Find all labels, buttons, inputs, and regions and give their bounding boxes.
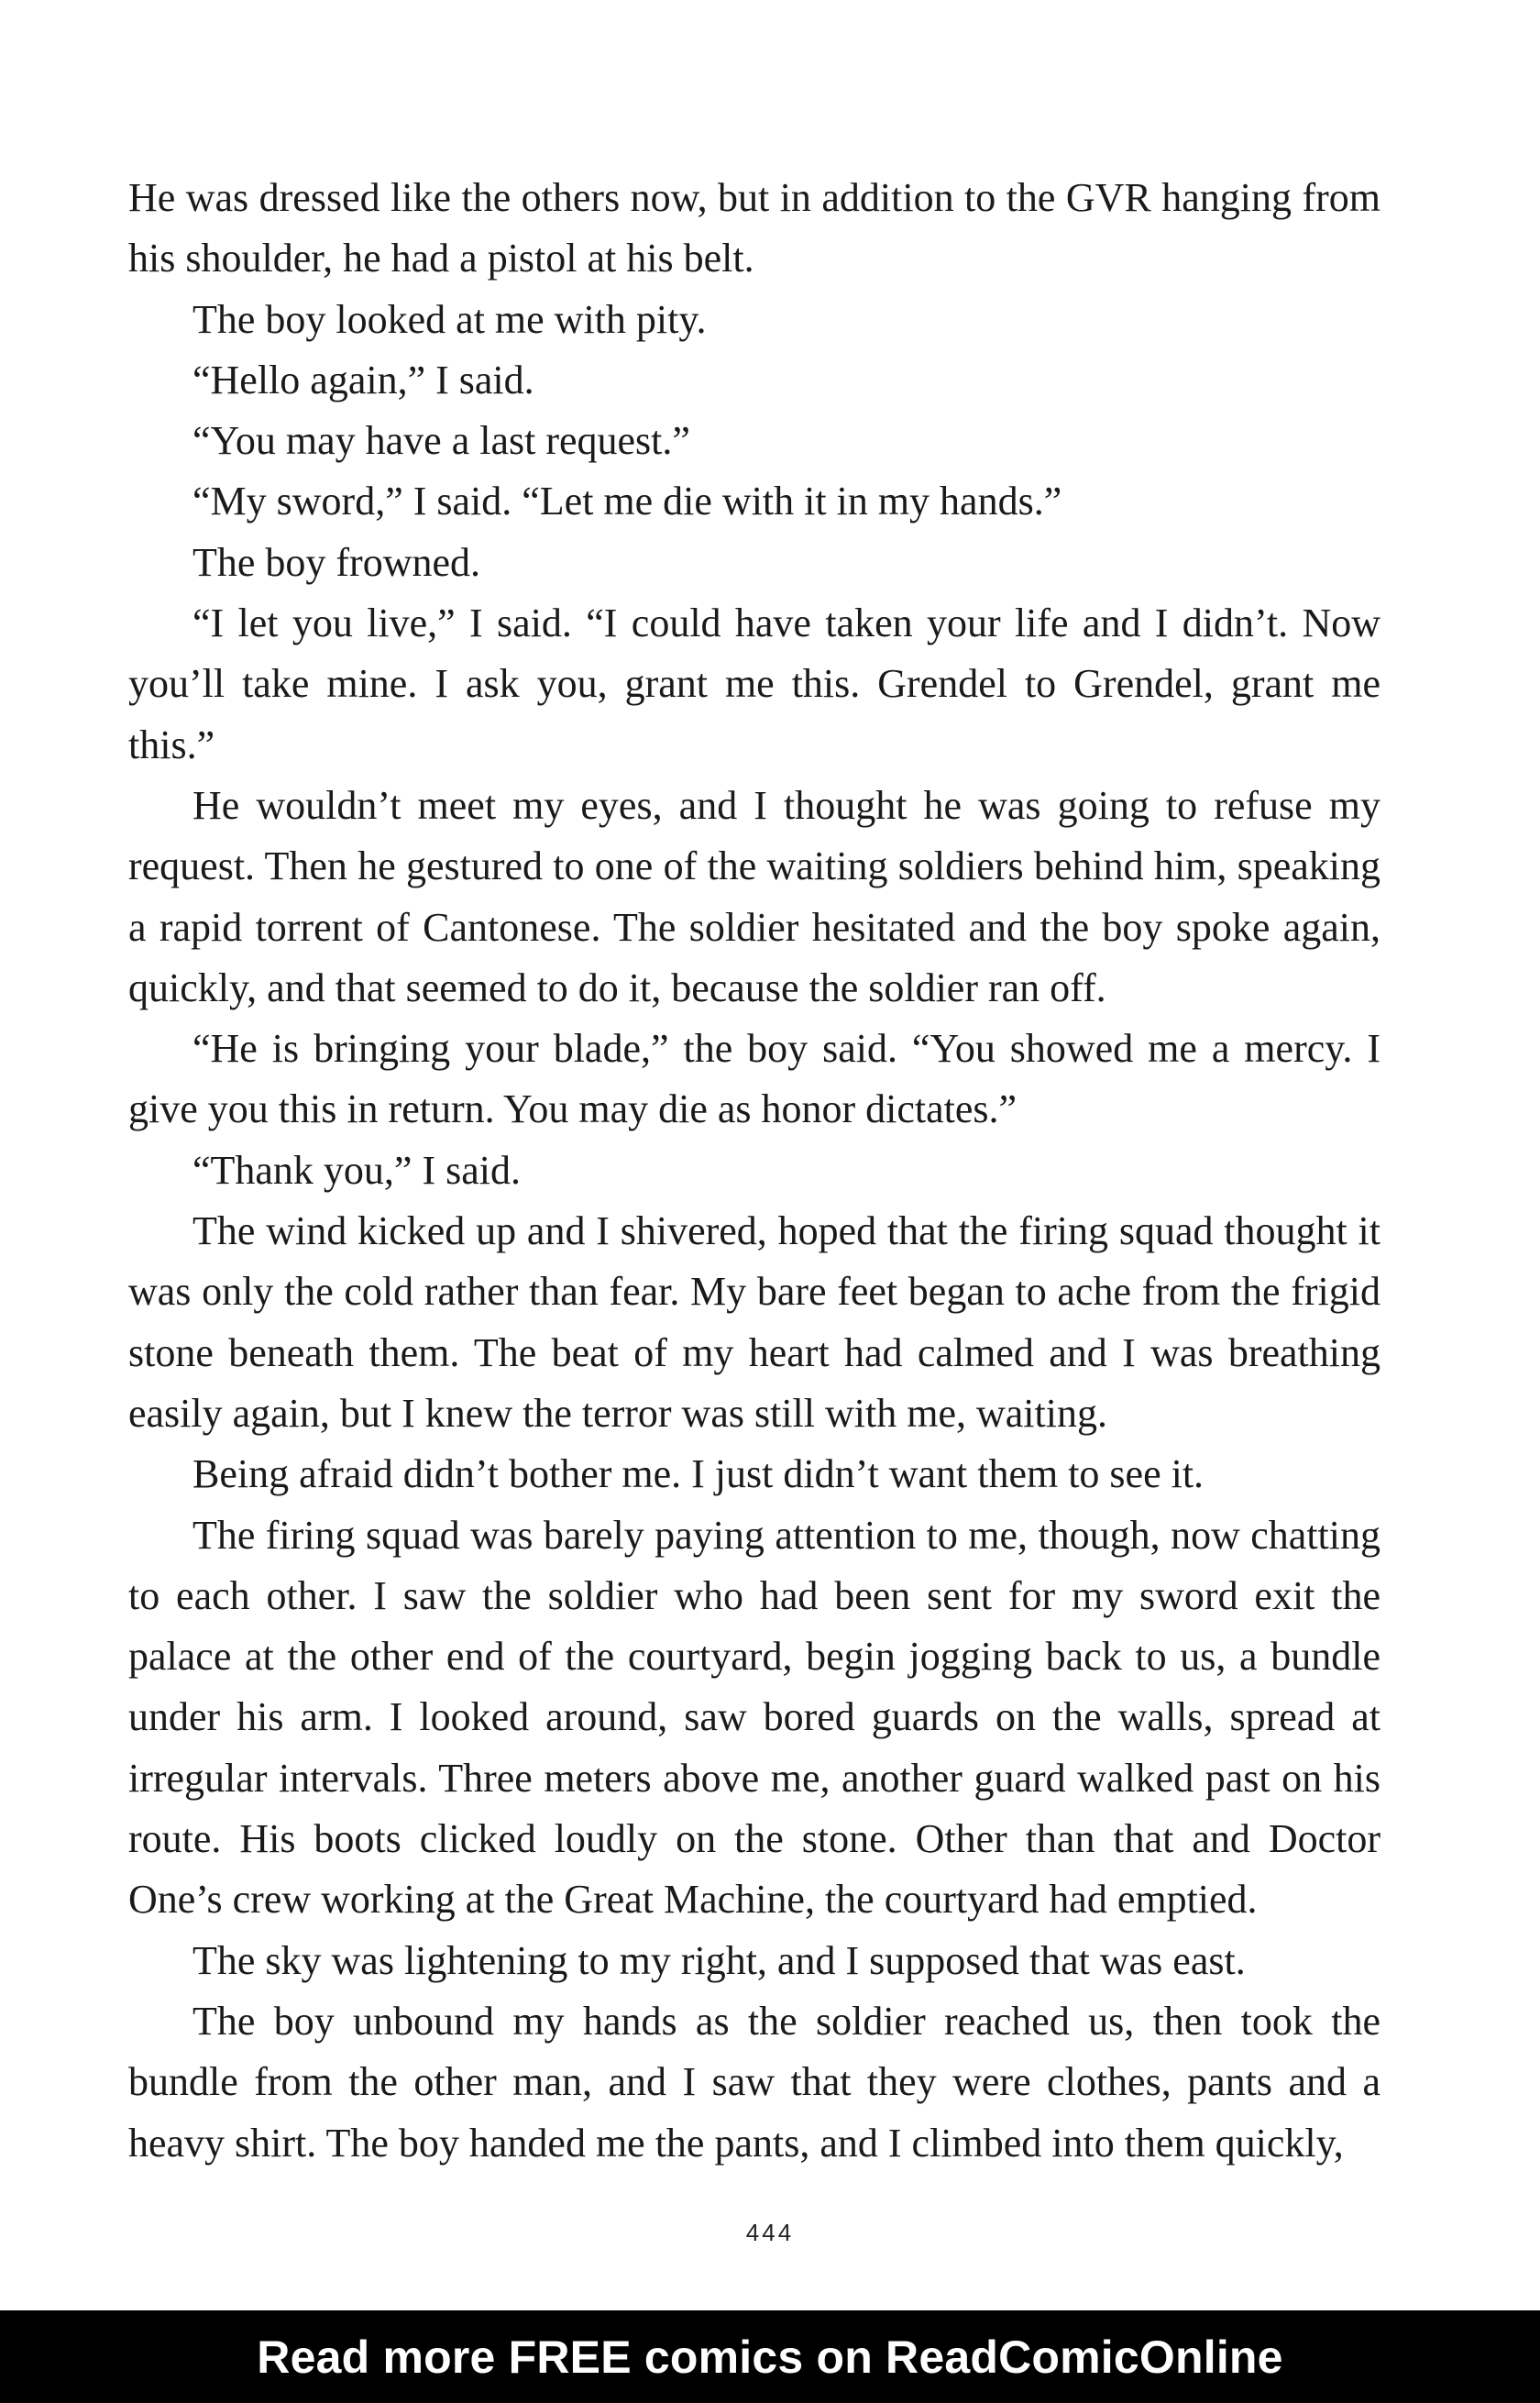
paragraph: He wouldn’t meet my eyes, and I thought he was going to refuse my request. Then he gestured to one of the waiting soldiers behind him, speaking a rapid torrent of Cantonese. The soldier hesitated and the boy spoke again, quickly, and that seemed to do it, because the soldier ran off. (128, 782, 1380, 1010)
paragraph: Being afraid didn’t bother me. I just didn’t want them to see it. (192, 1451, 1204, 1497)
paragraph: The boy unbound my hands as the soldier reached us, then took the bundle from the other man, and I saw that they were clothes, pants and a heavy shirt. The boy handed me the pants, and I climbed into them quickly, (128, 1998, 1380, 2166)
promo-banner-link[interactable]: Read more FREE comics on ReadComicOnline (257, 2331, 1283, 2383)
paragraph: The wind kicked up and I shivered, hoped that the firing squad thought it was only the cold rather than fear. My bare feet began to ache from the frigid stone beneath them. The beat of my heart had calmed and I was breathing easily again, but I knew the terror was still with me, waiting. (128, 1208, 1380, 1436)
paragraph: “I let you live,” I said. “I could have taken your life and I didn’t. Now you’ll take mine. I ask you, grant me this. Grendel to Grendel, grant me this.” (128, 601, 1380, 767)
paragraph: The boy frowned. (192, 539, 481, 585)
paragraph: The boy looked at me with pity. (192, 296, 707, 342)
promo-banner[interactable] (0, 2310, 1540, 2403)
paragraph: “Thank you,” I said. (192, 1147, 521, 1193)
paragraph: The sky was lightening to my right, and I supposed that was east. (192, 1937, 1246, 1983)
body-text (128, 168, 1380, 2174)
paragraph: “You may have a last request.” (192, 418, 690, 464)
paragraph: “My sword,” I said. “Let me die with it in my hands.” (192, 479, 1062, 524)
page-number: 444 (745, 2219, 795, 2246)
paragraph: He was dressed like the others now, but in addition to the GVR hanging from his shoulder, he had a pistol at his belt. (128, 175, 1380, 281)
paragraph: “Hello again,” I said. (192, 357, 534, 402)
paragraph: “He is bringing your blade,” the boy said. “You showed me a mercy. I give you this in return. You may die as honor dictates.” (128, 1026, 1380, 1132)
paragraph: The firing squad was barely paying attention to me, though, now chatting to each other. I saw the soldier who had been sent for my sword exit the palace at the other end of the courtyard, begin jogging back to us, a bundle under his arm. I looked around, saw bored guards on the walls, spread at irregular intervals. Three meters above me, another guard walked past on his route. His boots clicked loudly on the stone. Other than that and Doctor One’s crew working at the Great Machine, the courtyard had emptied. (128, 1512, 1380, 1923)
